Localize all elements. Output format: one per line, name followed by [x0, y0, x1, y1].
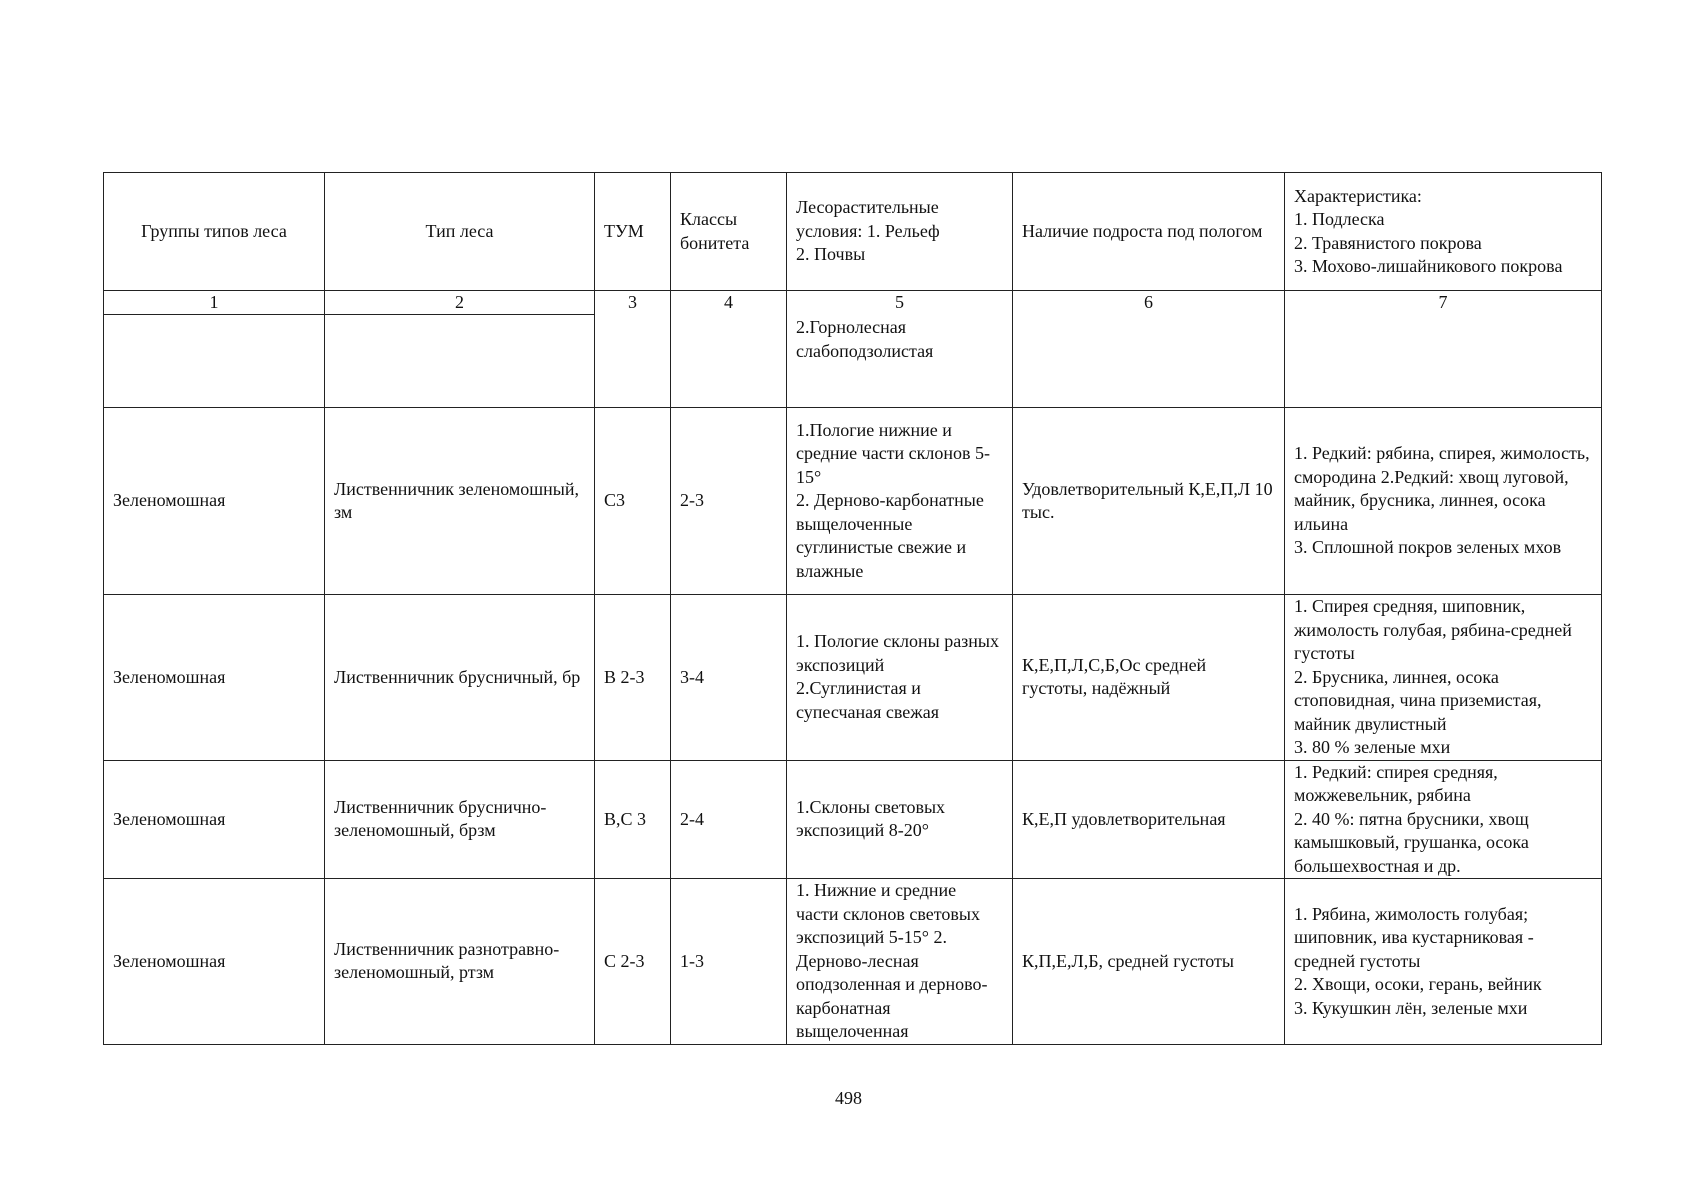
column-number-7: 7: [1285, 291, 1602, 408]
bonitet-cell: 1-3: [671, 879, 787, 1045]
undergrowth-cell: Удовлетворительный К,Е,П,Л 10 тыс.: [1013, 408, 1285, 595]
characteristic-cell: 1. Редкий: спирея средняя, можжевельник, рябина 2. 40 %: пятна брусники, хвощ камышковый, грушанка, осока большехвостная и др.: [1285, 760, 1602, 879]
forest-group-cell: Зеленомошная: [104, 595, 325, 761]
tum-cell: В 2-3: [595, 595, 671, 761]
forest-group-cell: Зеленомошная: [104, 760, 325, 879]
forest-type-cell: Лиственничник разнотравно-зеленомошный, ртзм: [325, 879, 595, 1045]
forest-types-table: [103, 172, 1602, 1045]
column-number-4: 4: [671, 291, 787, 408]
characteristic-cell: 1. Редкий: рябина, спирея, жимолость, смородина 2.Редкий: хвощ луговой, майник, брусника, линнея, осока ильина 3. Сплошной покров зеленых мхов: [1285, 408, 1602, 595]
forest-type-cell: Лиственничник бруснично-зеленомошный, брзм: [325, 760, 595, 879]
column-number-5: 5: [895, 292, 904, 312]
characteristic-cell: 1. Спирея средняя, шиповник, жимолость голубая, рябина-средней густоты 2. Брусника, линнея, осока стоповидная, чина приземистая, майник двулистный 3. 80 % зеленые мхи: [1285, 595, 1602, 761]
header-tum: ТУМ: [595, 173, 671, 291]
undergrowth-cell: К,Е,П,Л,С,Б,Ос средней густоты, надёжный: [1013, 595, 1285, 761]
conditions-cell: 1.Пологие нижние и средние части склонов 5-15° 2. Дерново-карбонатные выщелоченные суглинистые свежие и влажные: [787, 408, 1013, 595]
column-number-row: [104, 291, 1602, 408]
table-row: [104, 879, 1602, 1045]
column-number-6: 6: [1013, 291, 1285, 408]
forest-type-cell: Лиственничник брусничный, бр: [325, 595, 595, 761]
conditions-cell: 1.Склоны световых экспозиций 8-20°: [787, 760, 1013, 879]
continued-conditions: 2.Горнолесная слабоподзолистая: [796, 317, 934, 361]
bonitet-cell: 3-4: [671, 595, 787, 761]
table-row: [104, 595, 1602, 761]
column-number-2-cell: [325, 291, 595, 408]
tum-cell: С 2-3: [595, 879, 671, 1045]
header-characteristic: Характеристика: 1. Подлеска 2. Травянистого покрова 3. Мохово-лишайникового покрова: [1285, 173, 1602, 291]
header-bonitet-classes: Классы бонитета: [671, 173, 787, 291]
column-number-3: 3: [595, 291, 671, 408]
header-forest-type: Тип леса: [325, 173, 595, 291]
tum-cell: С3: [595, 408, 671, 595]
forest-group-cell: Зеленомошная: [104, 879, 325, 1045]
forest-type-cell: Лиственничник зеленомошный, зм: [325, 408, 595, 595]
undergrowth-cell: К,П,Е,Л,Б, средней густоты: [1013, 879, 1285, 1045]
undergrowth-cell: К,Е,П удовлетворительная: [1013, 760, 1285, 879]
column-number-1: 1: [104, 291, 324, 315]
table-row: [104, 760, 1602, 879]
header-growing-conditions: Лесорастительные условия: 1. Рельеф 2. Почвы: [787, 173, 1013, 291]
header-forest-group: Группы типов леса: [104, 173, 325, 291]
conditions-cell: 1. Нижние и средние части склонов световых экспозиций 5-15° 2. Дерново-лесная оподзоленная и дерново-карбонатная выщелоченная: [787, 879, 1013, 1045]
column-number-2: 2: [325, 291, 594, 315]
tum-cell: В,С 3: [595, 760, 671, 879]
forest-group-cell: Зеленомошная: [104, 408, 325, 595]
page-number: 498: [835, 1088, 862, 1108]
column-number-1-cell: [104, 291, 325, 408]
header-undergrowth: Наличие подроста под пологом: [1013, 173, 1285, 291]
bonitet-cell: 2-3: [671, 408, 787, 595]
characteristic-cell: 1. Рябина, жимолость голубая; шиповник, ива кустарниковая - средней густоты 2. Хвощи, осоки, герань, вейник 3. Кукушкин лён, зеленые мхи: [1285, 879, 1602, 1045]
conditions-cell: 1. Пологие склоны разных экспозиций 2.Суглинистая и супесчаная свежая: [787, 595, 1013, 761]
column-number-5-cell: [787, 291, 1013, 408]
header-row: [104, 173, 1602, 291]
bonitet-cell: 2-4: [671, 760, 787, 879]
table-row: [104, 408, 1602, 595]
